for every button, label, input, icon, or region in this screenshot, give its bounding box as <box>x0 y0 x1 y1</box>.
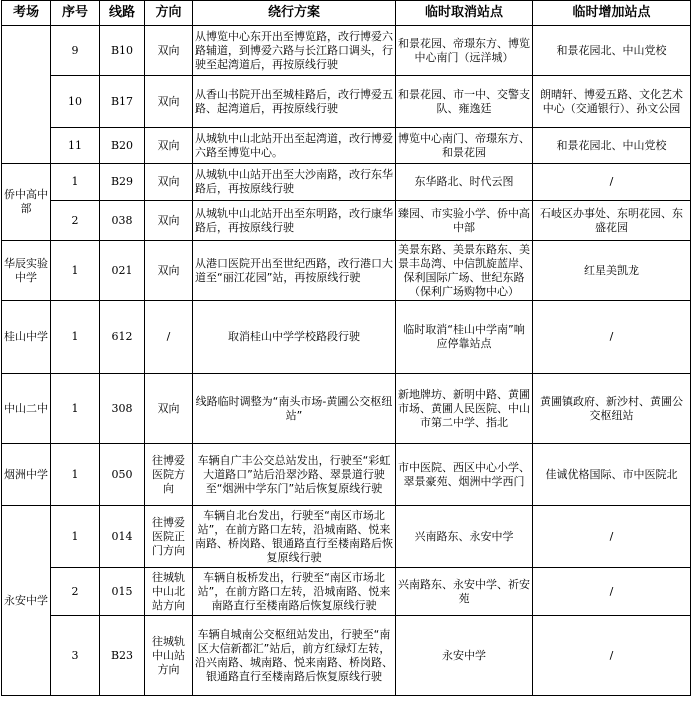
add-cell: 和景花园北、中山党校 <box>533 26 691 76</box>
direction-cell: 双向 <box>145 76 193 128</box>
route-cell: B23 <box>100 616 145 696</box>
direction-cell: 往博爱医院方向 <box>145 444 193 506</box>
route-cell: 014 <box>100 506 145 568</box>
no-cell: 1 <box>51 444 100 506</box>
add-cell: / <box>533 568 691 616</box>
route-cell: 612 <box>100 301 145 374</box>
table-row <box>2 241 691 301</box>
direction-cell: 双向 <box>145 128 193 164</box>
cancel-cell: 兴南路东、永安中学、祈安苑 <box>396 568 533 616</box>
plan-cell: 车辆自板桥发出，行驶至“南区市场北站”，在前方路口左转，沿城南路、悦来南路直行至楼南路后恢复原线行驶 <box>193 568 396 616</box>
table-row <box>2 301 691 374</box>
add-cell: / <box>533 616 691 696</box>
table-row <box>2 128 691 164</box>
header-row <box>2 1 691 26</box>
no-cell: 10 <box>51 76 100 128</box>
header-route: 线路 <box>100 1 145 26</box>
plan-cell: 取消桂山中学学校路段行驶 <box>193 301 396 374</box>
no-cell: 2 <box>51 201 100 241</box>
add-cell: / <box>533 301 691 374</box>
route-cell: 308 <box>100 374 145 444</box>
table-row <box>2 444 691 506</box>
add-cell: 朗晴轩、博爱五路、文化艺术中心（交通银行）、孙文公园 <box>533 76 691 128</box>
direction-cell: 双向 <box>145 201 193 241</box>
header-no: 序号 <box>51 1 100 26</box>
table-row <box>2 164 691 201</box>
table-row <box>2 26 691 76</box>
route-cell: B20 <box>100 128 145 164</box>
cancel-cell: 和景花园、帝璟东方、博览中心南门（远洋城） <box>396 26 533 76</box>
route-cell: 015 <box>100 568 145 616</box>
plan-cell: 从城轨中山北站开出至东明路，改行康华路后，再按原线行驶 <box>193 201 396 241</box>
route-cell: 021 <box>100 241 145 301</box>
plan-cell: 从城轨中山站开出至大沙南路，改行东华路后，再按原线行驶 <box>193 164 396 201</box>
cancel-cell: 臻园、市实验小学、侨中高中部 <box>396 201 533 241</box>
bus-detour-table <box>1 0 691 696</box>
venue-cell <box>2 26 51 164</box>
header-direction: 方向 <box>145 1 193 26</box>
venue-cell: 华辰实验中学 <box>2 241 51 301</box>
direction-cell: 双向 <box>145 374 193 444</box>
direction-cell: 双向 <box>145 164 193 201</box>
plan-cell: 从香山书院开出至城桂路后，改行博爱五路、起湾道后，再按原线行驶 <box>193 76 396 128</box>
table-row <box>2 201 691 241</box>
route-cell: 050 <box>100 444 145 506</box>
plan-cell: 车辆自北台发出，行驶至“南区市场北站”，在前方路口左转，沿城南路、悦来南路、桥岗路、银通路直行至楼南路后恢复原线行驶 <box>193 506 396 568</box>
add-cell: 石岐区办事处、东明花园、东盛花园 <box>533 201 691 241</box>
cancel-cell: 美景东路、美景东路东、美景丰岛湾、中信凯旋蓝岸、保利国际广场、世纪东路（保利广场购物中心） <box>396 241 533 301</box>
no-cell: 1 <box>51 506 100 568</box>
venue-cell: 桂山中学 <box>2 301 51 374</box>
route-cell: B17 <box>100 76 145 128</box>
plan-cell: 车辆自广丰公交总站发出，行驶至“彩虹大道路口”站后沿翠沙路、翠景道行驶至“烟洲中学东门”站后恢复原线行驶 <box>193 444 396 506</box>
cancel-cell: 新地牌坊、新明中路、黄圃市场、黄圃人民医院、中山市第二中学、指北 <box>396 374 533 444</box>
plan-cell: 从博览中心东开出至博览路，改行博爱六路辅道，到博爱六路与长江路口调头，行驶至起湾道后，再按原线行驶 <box>193 26 396 76</box>
route-cell: B10 <box>100 26 145 76</box>
plan-cell: 车辆自城南公交枢纽站发出，行驶至“南区大信新都汇”站后，前方红绿灯左转，沿兴南路、城南路、悦来南路、桥岗路、银通路直行至楼南路后恢复原线行驶 <box>193 616 396 696</box>
cancel-cell: 永安中学 <box>396 616 533 696</box>
header-plan: 绕行方案 <box>193 1 396 26</box>
direction-cell: 双向 <box>145 26 193 76</box>
table-row <box>2 616 691 696</box>
add-cell: 黄圃镇政府、新沙村、黄圃公交枢纽站 <box>533 374 691 444</box>
header-add: 临时增加站点 <box>533 1 691 26</box>
table-row <box>2 374 691 444</box>
table-row <box>2 76 691 128</box>
header-venue: 考场 <box>2 1 51 26</box>
add-cell: / <box>533 164 691 201</box>
venue-cell: 永安中学 <box>2 506 51 696</box>
venue-cell: 中山二中 <box>2 374 51 444</box>
no-cell: 3 <box>51 616 100 696</box>
venue-cell: 烟洲中学 <box>2 444 51 506</box>
no-cell: 1 <box>51 374 100 444</box>
direction-cell: 双向 <box>145 241 193 301</box>
plan-cell: 从城轨中山北站开出至起湾道，改行博爱六路至博览中心。 <box>193 128 396 164</box>
table-row <box>2 568 691 616</box>
add-cell: / <box>533 506 691 568</box>
cancel-cell: 兴南路东、永安中学 <box>396 506 533 568</box>
cancel-cell: 市中医院、西区中心小学、翠景豪苑、烟洲中学西门 <box>396 444 533 506</box>
cancel-cell: 博览中心南门、帝璟东方、和景花园 <box>396 128 533 164</box>
route-cell: B29 <box>100 164 145 201</box>
direction-cell: / <box>145 301 193 374</box>
venue-cell: 侨中高中部 <box>2 164 51 241</box>
plan-cell: 线路临时调整为“南头市场-黄圃公交枢纽站” <box>193 374 396 444</box>
direction-cell: 往城轨中山站方向 <box>145 616 193 696</box>
no-cell: 9 <box>51 26 100 76</box>
no-cell: 1 <box>51 301 100 374</box>
add-cell: 红星美凯龙 <box>533 241 691 301</box>
plan-cell: 从港口医院开出至世纪西路，改行港口大道至“丽江花园”站，再按原线行驶 <box>193 241 396 301</box>
direction-cell: 往博爱医院正门方向 <box>145 506 193 568</box>
no-cell: 1 <box>51 241 100 301</box>
cancel-cell: 东华路北、时代云图 <box>396 164 533 201</box>
add-cell: 和景花园北、中山党校 <box>533 128 691 164</box>
header-cancel: 临时取消站点 <box>396 1 533 26</box>
direction-cell: 往城轨中山北站方向 <box>145 568 193 616</box>
table-row <box>2 506 691 568</box>
route-cell: 038 <box>100 201 145 241</box>
cancel-cell: 和景花园、市一中、交警支队、雍逸廷 <box>396 76 533 128</box>
no-cell: 2 <box>51 568 100 616</box>
add-cell: 佳诚优格国际、市中医院北 <box>533 444 691 506</box>
no-cell: 1 <box>51 164 100 201</box>
no-cell: 11 <box>51 128 100 164</box>
cancel-cell: 临时取消“桂山中学南”响应停靠站点 <box>396 301 533 374</box>
